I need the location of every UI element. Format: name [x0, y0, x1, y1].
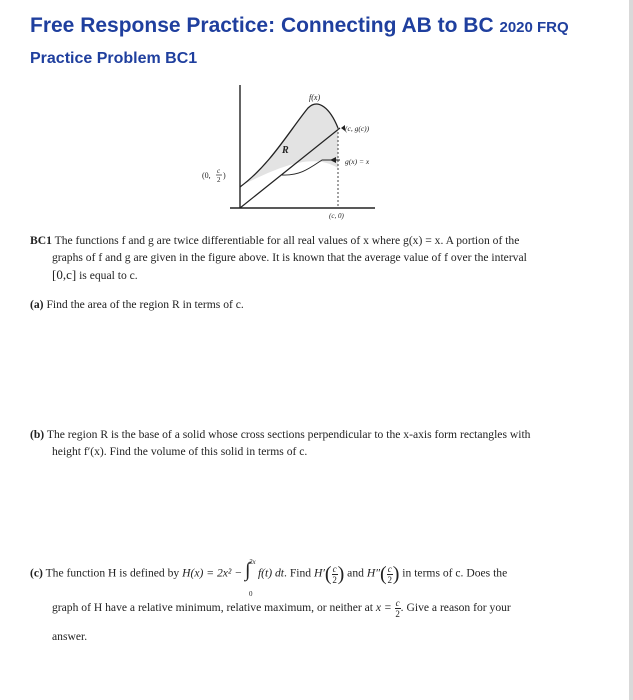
and-word: and	[347, 566, 364, 580]
title-year: 2020 FRQ	[499, 19, 569, 36]
integral-sign: ∫ 2x 0	[245, 560, 255, 588]
h-double-prime-frac-num: c	[387, 563, 392, 574]
graph-figure	[190, 80, 400, 230]
g-label: g(x) = x	[345, 157, 370, 166]
f-label: f(x)	[309, 93, 321, 102]
x-eq: x =	[375, 601, 392, 615]
part-a-text: Find the area of the region R in terms of c.	[46, 298, 244, 311]
part-c-formula-lhs: H(x) = 2x² −	[182, 566, 243, 580]
h-prime-frac-num: c	[332, 563, 337, 574]
page-edge-rule	[629, 0, 633, 700]
c0-label: (c, 0)	[329, 212, 344, 220]
intro-line-2: graphs of f and g are given in the figure above. It is known that the average value of f over the interval	[52, 251, 527, 264]
integral-lower: 0	[249, 590, 253, 598]
h-prime-frac-den: 2	[332, 574, 337, 585]
problem-intro	[30, 232, 600, 284]
part-a	[30, 296, 244, 313]
y-intercept-open: (0,	[202, 171, 211, 180]
title-main: Free Response Practice: Connecting AB to BC	[30, 14, 494, 37]
y-intercept-den: 2	[217, 176, 221, 184]
part-c-text-2: . Find	[284, 566, 312, 580]
part-b-line-2: height f′(x). Find the volume of this solid in terms of c.	[52, 445, 308, 458]
integral-upper: 2x	[249, 558, 256, 566]
page-subtitle: Practice Problem BC1	[30, 50, 198, 67]
y-intercept-num: c	[217, 167, 221, 175]
part-c-text-1: The function H is defined by	[45, 566, 180, 580]
intro-line-1: The functions f and g are twice differentiable for all real values of x where g(x) = x. A portion of the	[54, 234, 520, 247]
part-c-label: (c)	[30, 566, 43, 580]
point-label: (c, g(c))	[345, 124, 370, 133]
part-b-label: (b)	[30, 428, 45, 441]
x-frac-num: c	[395, 598, 400, 608]
part-c-text-3: in terms of c. Does the	[402, 566, 508, 580]
part-a-label: (a)	[30, 298, 44, 311]
part-c-line-2a: graph of H have a relative minimum, relative maximum, or neither at	[52, 601, 373, 615]
h-double-prime: H″	[366, 566, 381, 580]
y-intercept-close: )	[223, 171, 226, 180]
page-title	[30, 14, 569, 38]
intro-interval: [0,c]	[52, 267, 77, 282]
part-c-line-2b: . Give a reason for your	[400, 601, 511, 615]
part-b-line-1: The region R is the base of a solid whose cross sections perpendicular to the x-axis form rectangles with	[46, 428, 531, 441]
h-prime: H′	[314, 566, 325, 580]
region-r-label: R	[282, 145, 289, 156]
problem-number: BC1	[30, 234, 52, 247]
part-b	[30, 426, 605, 460]
intro-line-3	[30, 266, 600, 284]
intro-line-3-text: is equal to c.	[76, 269, 138, 282]
integrand: f(t) dt	[257, 566, 285, 580]
part-c-line-2	[52, 598, 511, 619]
h-double-prime-frac-den: 2	[387, 574, 392, 585]
x-frac-den: 2	[395, 609, 400, 619]
part-c-line-3: answer.	[52, 630, 88, 643]
part-c-line-1: (c) The function H is defined by H(x) = 2x² − ∫ 2x 0 f(t) dt. Find H′( $\frac{c}{2}$ ) and H″( $\frac{c}{2}$ ) in terms of c. Does the	[30, 560, 620, 588]
